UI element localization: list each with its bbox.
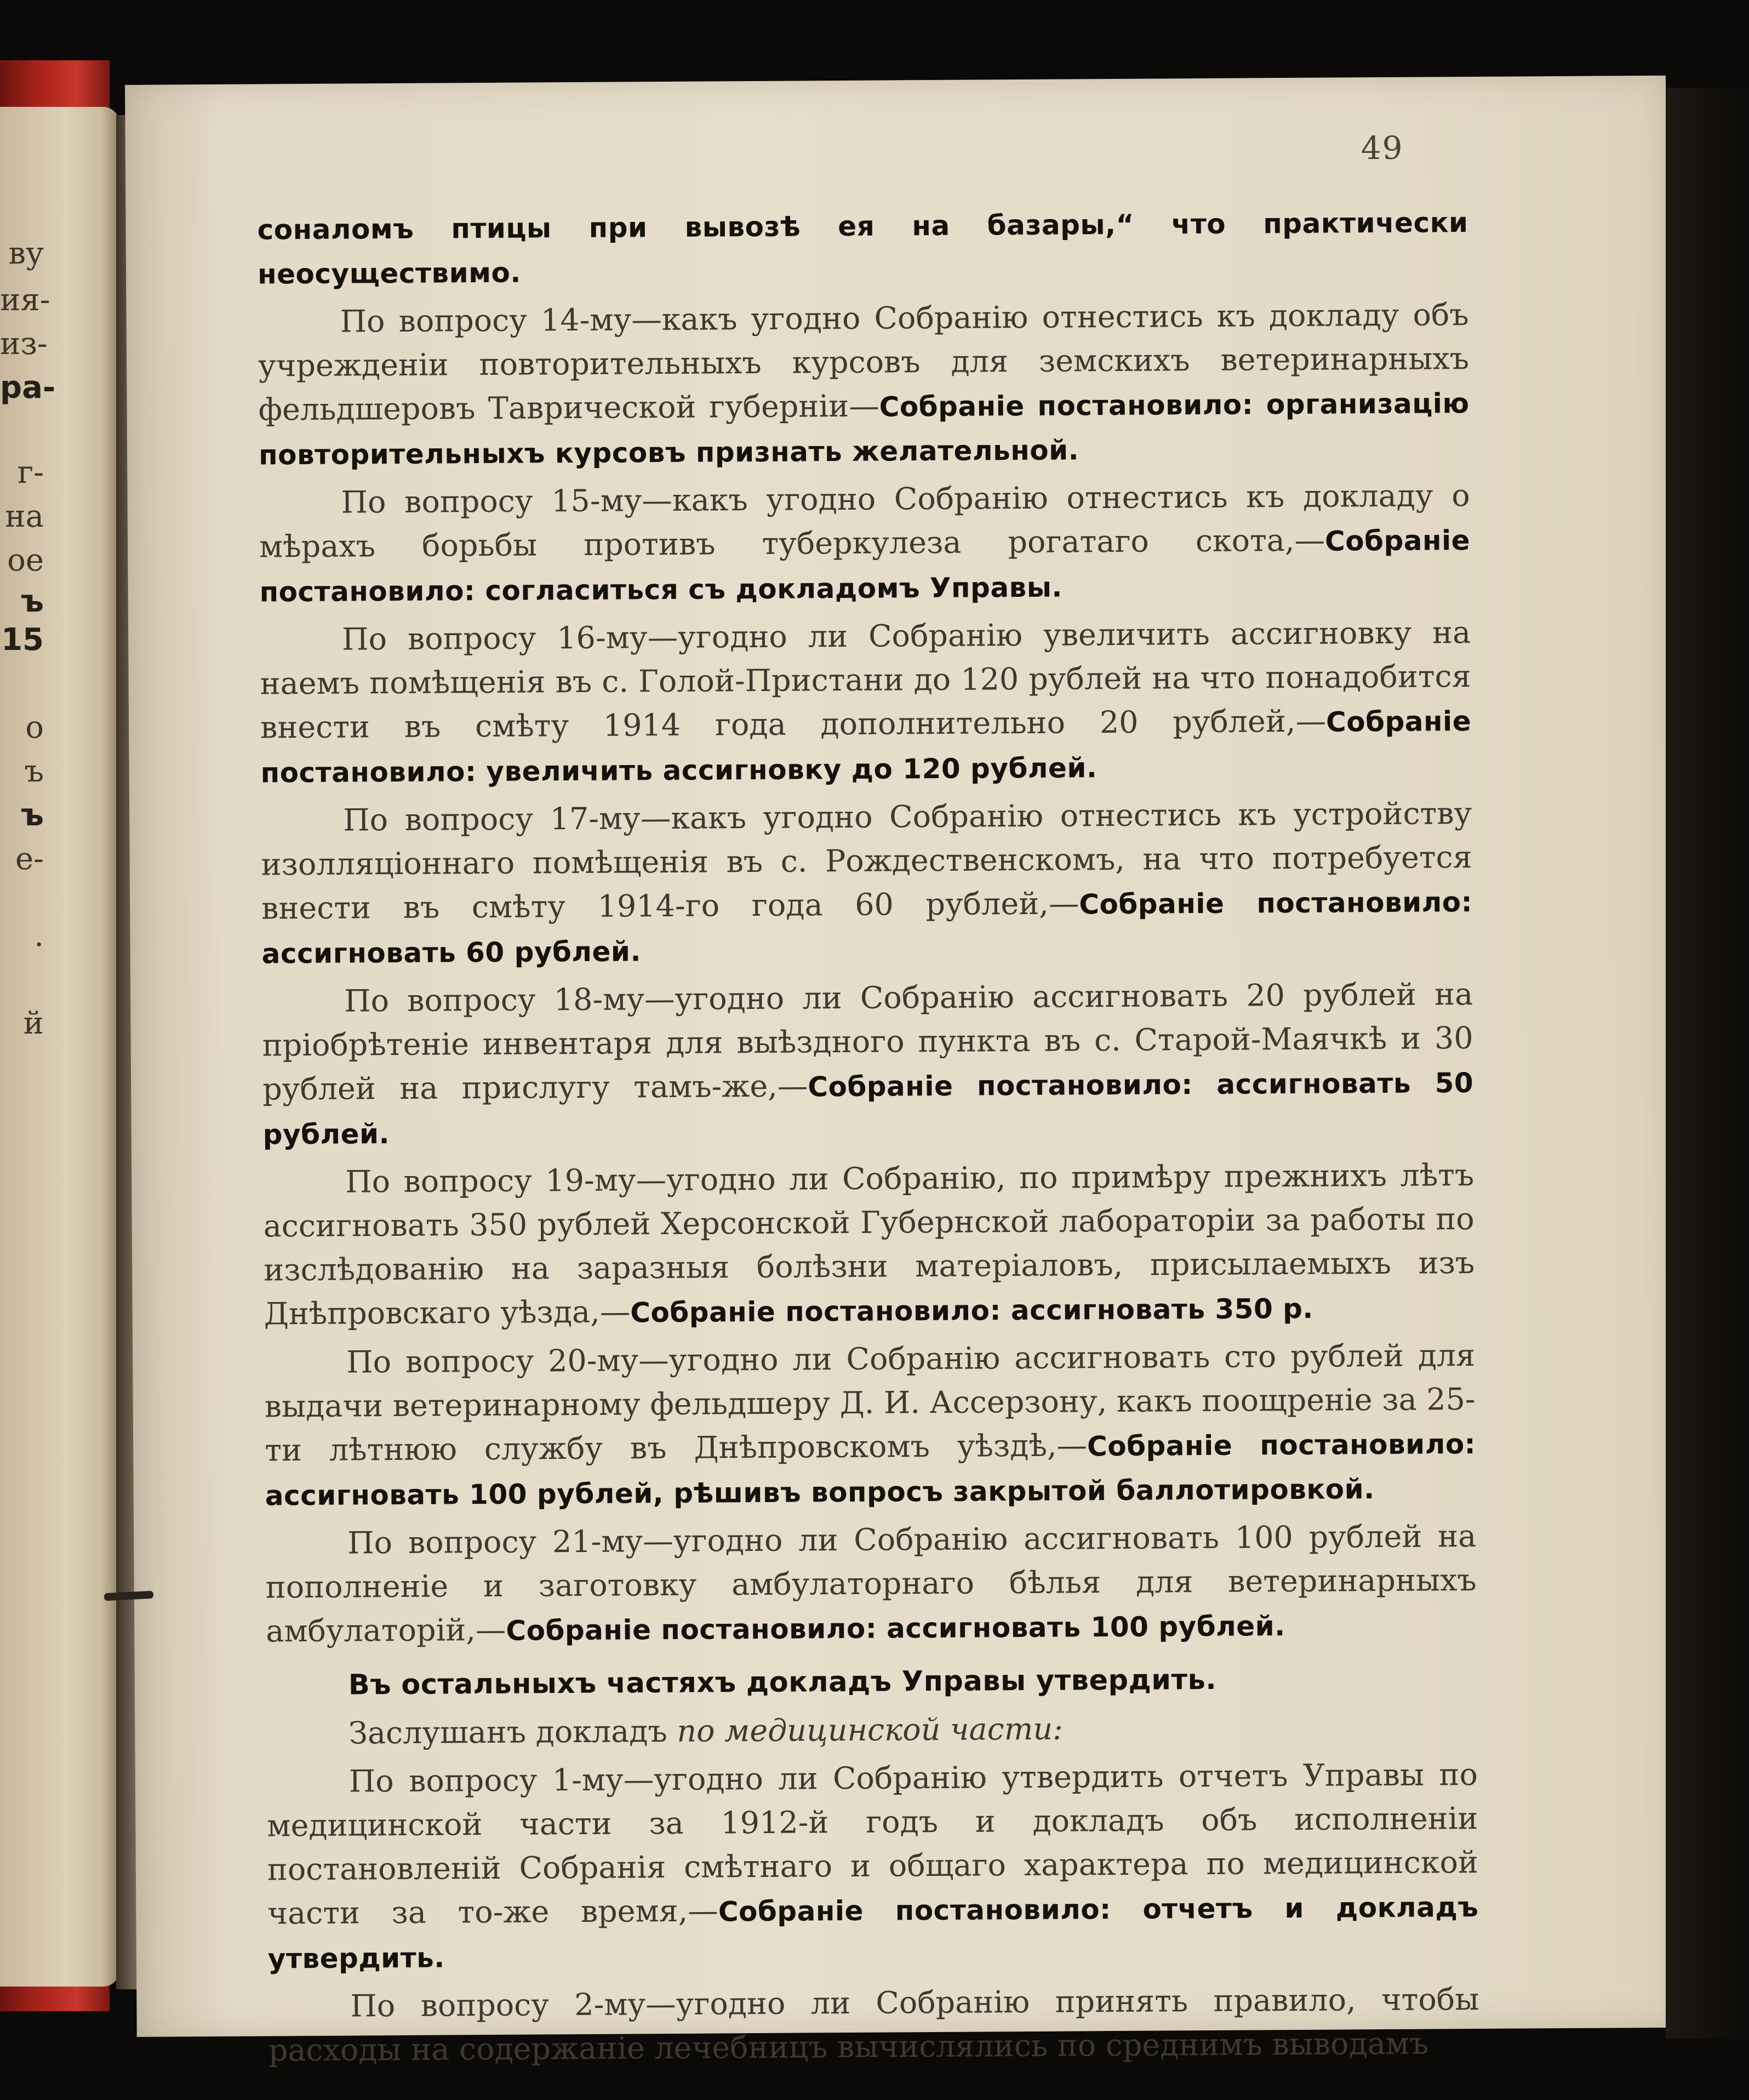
previous-page-fragment: ое	[7, 543, 44, 578]
paragraph	[265, 1515, 1477, 1654]
paragraph	[261, 792, 1473, 975]
question-text: Заслушанъ докладъ	[348, 1713, 677, 1751]
question-text: По вопросу 20-му—угодно ли Собранію ассигновать сто рублей для выдачи ветеринарному фельдшеру Д. И. Ассерзону, какъ поощреніе за 25-ти лѣтнюю службу въ Днѣпровскомъ уѣздѣ,—	[264, 1337, 1476, 1469]
previous-page-fragment: г-	[17, 455, 44, 490]
question-text: По вопросу 14-му—какъ угодно Собранію отнестись къ докладу объ учрежденіи повторительныхъ курсовъ для земскихъ ветеринарныхъ фельдшеровъ Таврической губерніи—	[258, 297, 1470, 428]
resolution-text: Въ остальныхъ частяхъ докладъ Управы утвердить.	[348, 1663, 1217, 1702]
resolution-text: Собраніе постановило: ассигновать 60 рублей.	[261, 886, 1473, 970]
paragraph	[258, 293, 1470, 477]
previous-page-strip	[0, 107, 119, 1987]
question-text: По вопросу 16-му—угодно ли Собранію увеличить ассигновку на наемъ помѣщенія въ с. Голой-Пристани до 120 рублей на что понадобится внести въ смѣту 1914 года дополнительно 20 рублей,—	[260, 615, 1471, 746]
previous-page-fragment: .	[34, 918, 44, 954]
resolution-text: Собраніе постановило: ассигновать 100 рублей, рѣшивъ вопросъ закрытой баллотировкой.	[265, 1428, 1476, 1512]
page-text	[257, 200, 1479, 2077]
page-number: 49	[1361, 129, 1404, 167]
section-heading	[266, 1656, 1477, 1708]
question-text: По вопросу 1-му—угодно ли Собранію утвердить отчетъ Управы по медицинской части за 1912-й годъ и докладъ объ исполненіи постановленій Собранія смѣтнаго и общаго характера по медицинской части за то-же время,—	[267, 1756, 1479, 1932]
previous-page-fragment: е-	[15, 841, 44, 877]
resolution-text: Собраніе постановило: отчетъ и докладъ утвердить.	[267, 1891, 1479, 1975]
paragraph	[262, 973, 1474, 1156]
previous-page-fragment: из-	[0, 326, 48, 362]
paragraph	[264, 1334, 1476, 1517]
previous-page-fragment: ъ	[20, 584, 44, 619]
paragraph	[268, 1978, 1479, 2073]
paragraph	[260, 611, 1472, 795]
resolution-text: Собраніе постановило: ассигновать 100 рублей.	[506, 1610, 1285, 1647]
previous-page-fragment: й	[23, 1006, 44, 1041]
previous-page-fragment: о	[25, 710, 44, 745]
paragraph	[267, 1753, 1479, 1981]
paragraph	[263, 1154, 1475, 1337]
question-text: По вопросу 2-му—угодно ли Собранію принять правило, чтобы расходы на содержаніе лечебницъ вычислялись по среднимъ выводамъ	[268, 1981, 1479, 2069]
previous-page-fragment: ия-	[0, 282, 50, 318]
question-text: По вопросу 18-му—угодно ли Собранію ассигновать 20 рублей на пріобрѣтеніе инвентаря для выѣздного пункта въ с. Старой-Маячкѣ и 30 рублей на прислугу тамъ-же,—	[262, 977, 1473, 1108]
resolution-text: Собраніе постановило: ассигновать 350 р.	[630, 1292, 1314, 1329]
previous-page-fragment: ра-	[0, 370, 56, 406]
resolution-text: Собраніе постановило: организацію повторительныхъ курсовъ признать желательной.	[258, 387, 1470, 471]
scan-background-edge	[1666, 88, 1749, 2039]
paragraph	[257, 200, 1468, 296]
resolution-text: соналомъ птицы при вывозѣ ея на базары,“ что практически неосуществимо.	[257, 207, 1468, 290]
previous-page-fragment: 15	[1, 622, 44, 658]
previous-page-fragment: на	[5, 499, 44, 534]
question-text: По вопросу 15-му—какъ угодно Собранію отнестись къ докладу о мѣрахъ борьбы противъ туберкулеза рогатаго скота,—	[259, 478, 1470, 565]
paragraph	[266, 1705, 1477, 1756]
previous-page-fragment: ъ	[24, 754, 44, 789]
previous-page-fragment: ъ	[20, 797, 44, 833]
resolution-text: Собраніе постановило: увеличить ассигновку до 120 рублей.	[260, 705, 1472, 789]
resolution-text: Собраніе постановило: ассигновать 50 рублей.	[262, 1067, 1474, 1151]
question-text: По вопросу 19-му—угодно ли Собранію, по примѣру прежнихъ лѣтъ ассигновать 350 рублей Херсонской Губернской лабораторіи за работы по изслѣдованію на заразныя болѣзни матеріаловъ, присылаемыхъ изъ Днѣпровскаго уѣзда,—	[263, 1157, 1475, 1332]
resolution-text: Собраніе постановило: согласиться съ докладомъ Управы.	[259, 524, 1471, 608]
paragraph	[259, 474, 1470, 614]
question-text: По вопросу 17-му—какъ угодно Собранію отнестись къ устройству изолляціоннаго помѣщенія въ с. Рождественскомъ, на что потребуется внести въ смѣту 1914-го года 60 рублей,—	[261, 796, 1472, 927]
italic-text: по медицинской части:	[677, 1711, 1064, 1749]
page-49	[125, 76, 1678, 2069]
previous-page-fragment: ву	[8, 236, 44, 271]
question-text: По вопросу 21-му—угодно ли Собранію ассигновать 100 рублей на пополненіе и заготовку амбулаторнаго бѣлья для ветеринарныхъ амбулаторій,—	[265, 1518, 1477, 1650]
